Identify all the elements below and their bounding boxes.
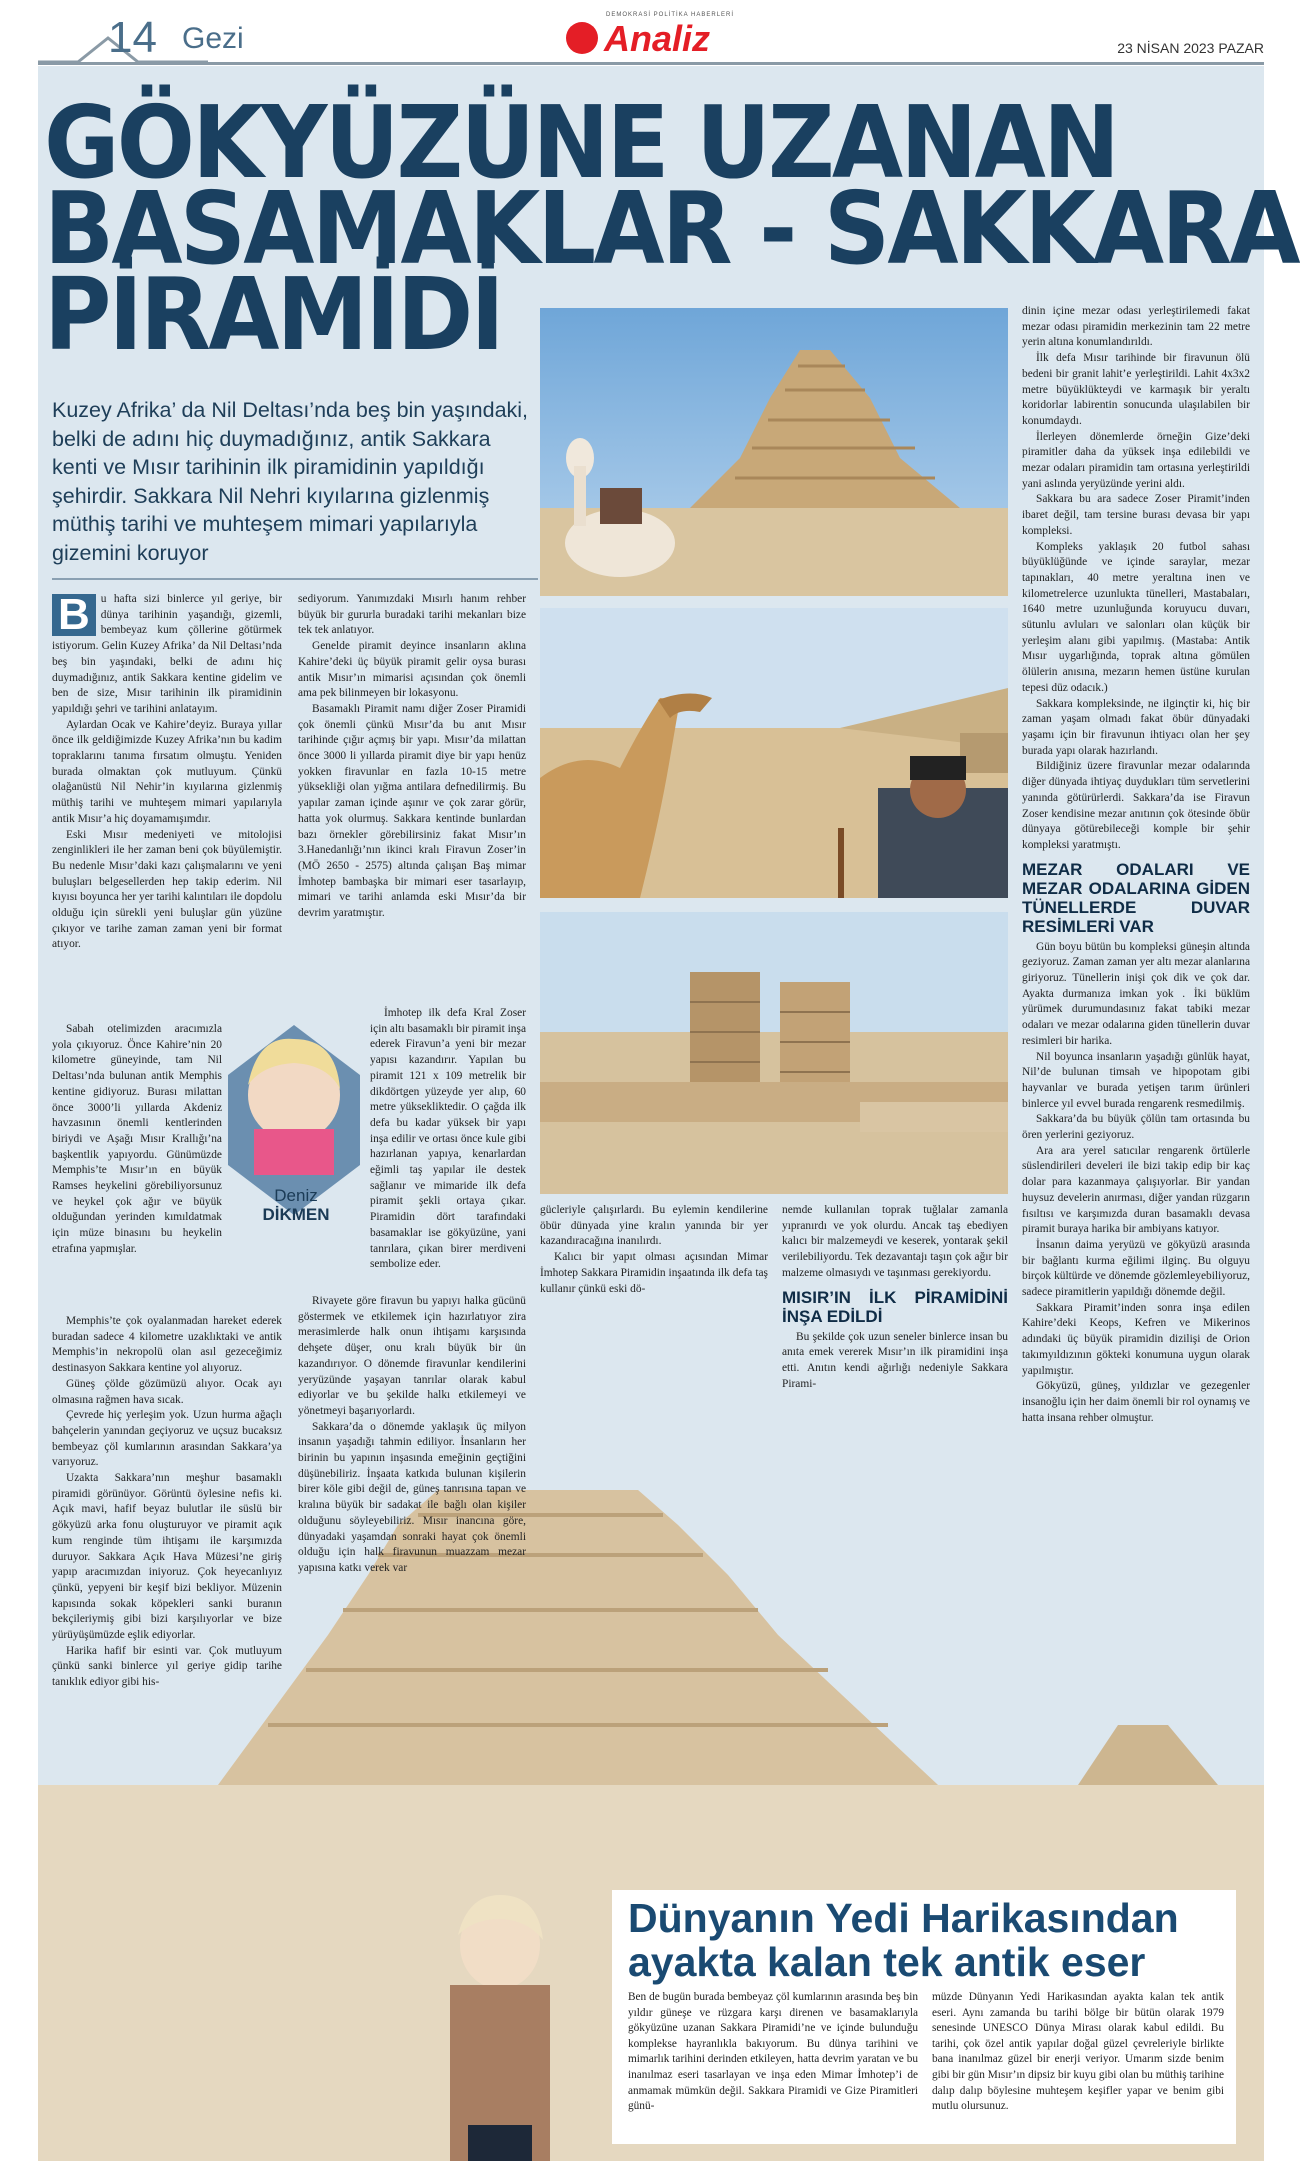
headline-line-1: GÖKYÜZÜNE UZANAN — [44, 84, 1118, 201]
col1-paragraph: Harika hafif bir esinti var. Çok mutluyum çünkü sanki binlerce yıl geriye gidip tarihe tanıklık ediyor gibi his- — [52, 1644, 282, 1689]
col5-paragraph: İlk defa Mısır tarihinde bir firavunun ölü bedeni bir granit lahit’e yerleştirildi. Lahit 4x3x2 metre büyüklükteydi ve karmaşık bir yeraltı koridorlar labirentin sonucunda ulaşılabilen bir konumdaydı. — [1022, 352, 1250, 427]
col1-paragraph: Eski Mısır medeniyeti ve mitolojisi zenginlikleri ile her zaman beni çok büyülemiştir. Bu nedenle Mısır’daki kazı çalışmalarını ve yeni buluşları belgesellerden hep takip ederim. Nil kıyısı boyunca her yer tarihi kalıntıları ile dopdolu olduğu için sürekli yeni buluşlar gün yüzüne çıkıyor ve tarihe zaman zaman yeni bir format atıyor. — [52, 828, 282, 951]
issue-date: 23 NİSAN 2023 PAZAR — [1117, 40, 1264, 56]
col2-paragraph: Basamaklı Piramit namı diğer Zoser Piramidi çok önemli çünkü Mısır’da bu anıt Mısır tarihinde çığır açmış bir yapı. Mısır’da milattan önce 3000 li yıllarda piramit diye bir yapı henüz yokken firavunlar en fazla 10-15 metre yüksekliği olan yığma antilara defnedilirmiş. Bu yapılar zaman içinde aşınır ve çok zarar görür, hatta yok olurmuş. Sakkara kentinde bunlardan bazı örnekler görebilirsiniz fakat Mısır’ın 3.Hanedanlığı’nın ikinci kralı Firavun Zoser’in (MÖ 2650 - 2575) altında çalışan Baş mimar İmhotep bambaşka bir mimari eser tasarlayıp, mimari ve tarihi anlamda eski Mısır’da bir devrim yaratmıştır. — [298, 702, 526, 920]
section-name: Gezi — [182, 22, 244, 55]
article-column-2b — [370, 1006, 526, 1273]
col1-paragraph: u hafta sizi binlerce yıl geriye, bir dünya tarihinin yaşandığı, gizemli, bembeyaz kum çöllerine götürmek istiyorum. Gelin Kuzey Afrika’ da Nil Deltası’nda beş bin yaşındaki, belki de adını hiç duymadığınız, antik Sakkara kentine gidelim ve ben de size, Mısır tarihinin ilk piramidinin yapıldığı şehri ve tarihini anlatayım. — [52, 593, 282, 715]
dropcap: B — [52, 594, 96, 636]
photo-step-pyramid-camel — [540, 308, 1008, 596]
col5-paragraph: Gün boyu bütün bu kompleksi güneşin altında geziyoruz. Zaman zaman yer altı mezar alanlarına giriyoruz. Tünellerin inişi çok dik ve çok dar. Ayakta durmanıza imkan yok . İki büklüm yürümek durumundasınız fakat tabiki mezar odaları ve mezar odalarına giden tünellerin duvar resimleri bir harika. — [1022, 940, 1251, 1047]
col5-paragraph: Bildiğiniz üzere firavunlar mezar odalarında diğer dünyada ihtiyaç duydukları tüm servetlerini yanında götürürlerdi. Sakkara’da ise Firavun Zoser kendisine mezar anıtının çok ötesinde öbür dünyaya götürebileceği komple bir şehir kompleksi yaratmıştı. — [1022, 760, 1250, 851]
subhead-first-pyramid: MISIR’IN İLK PİRAMİDİNİ İNŞA EDİLDİ — [782, 1287, 1008, 1326]
article-column-2 — [298, 592, 526, 922]
col2-paragraph: sediyorum. Yanımızdaki Mısırlı hanım rehber büyük bir gururla buradaki tarihi mekanları bize tek tek anlatıyor. — [298, 593, 526, 637]
col2-paragraph: Sakkara’da o dönemde yaklaşık üç milyon insanın yaşadığı tahmin ediliyor. İnsanların her birinin bu yapının inşasında emeğinin geçtiğini düşünebiliriz. İnşaata katkıda bulunan kişilerin birer köle gibi değil de, güneş tanrısına tapan ve kralına büyük bir sadakat ile bağlı olan kişiler olduğunu söyleyebiliriz. Mısır inancına göre, dünyadaki yaşamdan sonraki hayat çok önemli olduğu için halk firavunun muazzam mezar yapısına katkı verek var — [298, 1420, 526, 1574]
col5-paragraph: Gökyüzü, güneş, yıldızlar ve gezegenler insanoğlu için her daim önemli bir rol oynamış ve hatta insana rehber olmuştur. — [1022, 1380, 1250, 1424]
author-last-name: DİKMEN — [262, 1205, 330, 1224]
col5-paragraph: Ara ara yerel satıcılar rengarenk örtülerle süslendirileri develeri ile bizi takip edip bir kaç dolar para kazanmaya çalışıyorlar. Bir yandan huysuz develerin anırması, diğer yandan rüzgarın fısıltısı ve karşımızda duran basamaklı devasa piramit buraya harika bir ambiyans katıyor. — [1022, 1144, 1250, 1236]
logo-text: Analiz — [604, 18, 711, 59]
col5-paragraph: Kompleks yaklaşık 20 futbol sahası büyüklüğünde ve içinde saraylar, mezar tapınakları, 40 metre yeraltına inen ve kilometrelerce uzunlukta tünelleri, Mastabaları, 1640 metre uzunluğunda koruyucu duvarı, sütunlu avluları ve salonları olan küçük bir yerleşim alanı gibi yapılmış. (Mastaba: Antik Mısır uygarlığında, toprak altına gömülen ölülerin anısına, mezarın hemen üstüne kurulan tepesi düz odacık.) — [1022, 540, 1250, 694]
author-name — [226, 1186, 366, 1224]
col1-paragraph: Aylardan Ocak ve Kahire’deyiz. Buraya yıllar önce ilk geldiğimizde Kuzey Afrika’nın bu kadim topraklarını tanıma fırsatım olmuştu. Yeniden burada olmaktan çok mutluyum. Çünkü olağanüstü Nil Nehir’in kıyılarına gizlenmiş müthiş tarihi ve muhteşem mimari yapılarıyla antik Mısır’a hiç doyamamışımdır. — [52, 718, 282, 825]
logo-mark-icon — [566, 22, 598, 54]
col1-paragraph: Uzakta Sakkara’nın meşhur basamaklı piramidi görünüyor. Görüntü öylesine nefis ki. Açık mavi, hafif beyaz bulutlar ile süslü bir gökyüzü arka fonu oluşturuyor ve piramit açık kum renginde tüm ihtişamı ile karşımızda duruyor. Sakkara Açık Hava Müzesi’ne giriş yapıp aracımızdan iniyoruz. Çok heyecanlıyız çünkü, yepyeni bir keşif bizi bekliyor. Müzenin kapısında sokak köpekleri sanki buranın bekçileriymiş gibi bizi karşılıyorlar ve bize yürüyüşümüzde eşlik ediyorlar. — [52, 1472, 282, 1642]
highlight-box-column-1: Ben de bugün burada bembeyaz çöl kumlarının arasında beş bin yıldır güneşe ve rüzgara karşı direnen ve basamaklarıyla gökyüzüne uzanan Sakkara Piramidi’ne ve içinde bulunduğu komplekse hayranlıkla bakıyorum. Bu dünya tarihini ve mimarlık tarihini derinden etkileyen, hatta devrim yaratan ve bu inanılmaz eseri tasarlayan ve inşa eden Mimar İmhotep’i de anmamak mümkün değil. Sakkara Piramidi ve Gize Piramitleri günü- — [628, 1991, 918, 2113]
article-column-1b — [52, 1022, 222, 1258]
col4-paragraph: nemde kullanılan toprak tuğlalar zamanla yıpranırdı ve yok olurdu. Ancak taş ebediyen kalıcı bir malzemeydi ve keserek, yontarak şekil verilebiliyordu. Tek dezavantajı taşın çok ağır bir malzeme olmasıydı ve taşınması gerekiyordu. — [782, 1204, 1008, 1279]
col5-paragraph: dinin içine mezar odası yerleştirilemedi fakat mezar odası piramidin merkezinin tam 22 metre yerin altına konumlandırıldı. — [1022, 305, 1250, 349]
col5-paragraph: Nil boyunca insanların yaşadığı günlük hayat, Nil’de bulunan timsah ve hipopotam gibi hayvanlar ve burada yetişen tarım ürünleri binlerce yıl evvel burada rengarenk resmedilmiş. — [1022, 1050, 1250, 1110]
col4-paragraph: Bu şekilde çok uzun seneler binlerce insan bu anıta emek vererek Mısır’ın ilk piramidini inşa etti. Anıtın kendi ağırlığı nedeniyle Sakkara Pirami- — [782, 1330, 1008, 1390]
article-column-2c — [298, 1294, 526, 1577]
lead-divider — [52, 578, 538, 580]
col2-paragraph: İmhotep ilk defa Kral Zoser için altı basamaklı bir piramit inşa ederek Firavun’a yeni bir mezar yapısı kazandırır. Yapılan bu piramit 121 x 109 metrelik bir dikdörtgen yüzeyde yer alıp, 60 metre yüksekliktedir. O çağda ilk defa bu kadar yüksek bir yapı inşa edilir ve ortası önce kule gibi hazırlanan yapıya, kenarlardan eğimli taş yapılar ile destek sağlanır ve mimaride ilk defa piramit şekli ortaya çıkar. Piramidin dört tarafındaki basamaklar ise gökyüzüne, yani tanrılara, çıkan birer merdiveni sembolize eder. — [370, 1007, 526, 1271]
author-first-name: Deniz — [274, 1186, 318, 1205]
col5-paragraph: İlerleyen dönemlerde örneğin Gize’deki piramitler daha da yüksek inşa edilebildi ve mezar odaları piramidin tam ortasına yerleştirildi yani aslında yeryüzünde yerini aldı. — [1022, 430, 1250, 490]
highlight-title-line-1: Dünyanın Yedi Harikasından — [628, 1895, 1179, 1941]
col1-paragraph: Çevrede hiç yerleşim yok. Uzun hurma ağaçlı bahçelerin yanından geçiyoruz ve uçsuz bucaksız bembeyaz çöl kumlarının arasından Sakkara’ya varıyoruz. — [52, 1409, 282, 1469]
photo-saqqara-ruins — [540, 912, 1008, 1194]
page-number: 14 — [108, 13, 157, 62]
headline-line-3: PİRAMİDİ — [44, 256, 503, 373]
article-column-5 — [1022, 304, 1250, 1426]
highlight-box-column-2: müzde Dünyanın Yedi Harikasından ayakta kalan tek antik eseri. Aynı zamanda bu tarihi bölge bir bütün olarak 1979 senesinde UNESCO Dünya Mirası olarak kabul edildi. Bu tarihi, çok özel antik yapılar doğal güzel çevreleriyle birlikte bana inanılmaz güzel bir enerji veriyor. Umarım sizde benim gibi bir gün Mısır’ın dipsiz bir kuyu gibi olan bu müthiş tarihine dalıp dalıp böylesine muhteşem keşifler yapar ve benim gibi mutlu olursunuz. — [932, 1991, 1224, 2113]
col1-paragraph: Güneş çölde gözümüzü alıyor. Ocak ayı olmasına rağmen hava sıcak. — [52, 1377, 282, 1406]
header-rule — [38, 62, 1264, 65]
highlight-box-title — [628, 1896, 1228, 1984]
col1-paragraph: Sabah otelimizden aracımızla yola çıkıyoruz. Önce Kahire’nin 20 kilometre güneyinde, tam Nil Deltası’nda bulunan antik Memphis kentine gidiyoruz. Burası milattan önce 3000’li yıllarda Akdeniz havzasının önemli kentlerinden biriydi ve Aşağı Mısır Krallığı’na başkentlik yapıyordu. Günümüzde Memphis’te Mısır’ın en büyük Ramses heykelini görebiliyorsunuz ve heykel çok ağır ve büyük olduğundan yerinden kımıldatmak için müze binasını bu heykelin etrafına yapmışlar. — [52, 1023, 222, 1255]
page-header — [0, 0, 1300, 72]
article-column-1c — [52, 1314, 282, 1691]
subhead-tomb-chambers: MEZAR ODALARI VE MEZAR ODALARINA GİDEN TÜNELLERDE DUVAR RESİMLERİ VAR — [1022, 859, 1250, 936]
article-column-4 — [782, 1203, 1008, 1392]
logo-tagline: DEMOKRASİ POLİTİKA HABERLERİ — [606, 12, 735, 18]
col1-paragraph: Memphis’te çok oyalanmadan hareket ederek buradan sadece 4 kilometre uzaklıktaki ve antik Memphis’in nekropolü olan asıl gezeceğimiz destinasyon Sakkara kentine yol alıyoruz. — [52, 1315, 282, 1375]
col3-paragraph: gücleriyle çalışırlardı. Bu eylemin kendilerine öbür dünyada yine kralın yanında bir yer kazandıracağına inanılırdı. — [540, 1204, 768, 1248]
col2-paragraph: Genelde piramit deyince insanların aklına Kahire’deki üç büyük piramit gelir oysa burası antik Mısır’ın mimarisi açısından çok önemli ama pek bilinmeyen bir lokasyonu. — [298, 640, 526, 700]
highlight-title-line-2: ayakta kalan tek antik eser — [628, 1939, 1146, 1985]
lead-paragraph: Kuzey Afrika’ da Nil Deltası’nda beş bin yaşındaki, belki de adını hiç duymadığınız, antik Sakkara kenti ve Mısır tarihinin ilk piramidinin yapıldığı şehirdir. Sakkara Nil Nehri kıyılarına gizlenmiş müthiş tarihi ve muhteşem mimari yapılarıyla gizemini koruyor — [52, 398, 529, 565]
col5-paragraph: Sakkara bu ara sadece Zoser Piramit’inden ibaret değil, tam tersine burası devasa bir yapı kompleksi. — [1022, 493, 1250, 537]
col5-paragraph: İnsanın daima yeryüzü ve gökyüzü arasında bir bağlantı kurma eğilimi ilginç. Bu olguyu birçok kültürde ve dönemde gözlemleyebiliyoruz, sadece piramitlerin yapıldığı dönemde değil. — [1022, 1238, 1250, 1299]
article-column-1 — [52, 592, 282, 953]
col3-paragraph: Kalıcı bir yapıt olması açısından Mimar İmhotep Sakkara Piramidin inşaatında ilk defa taş kullanır çünkü eski dö- — [540, 1251, 768, 1295]
col5-paragraph: Sakkara Piramit’inden sonra inşa edilen Kahire’deki Keops, Kefren ve Mikerinos adındaki üç büyük piramidin dizilişi de Orion takımyıldızının gökteki konumuna uygun olarak yapılmıştır. — [1022, 1301, 1250, 1377]
col5-paragraph: Sakkara’da bu büyük çölün tam ortasında bu ören yerlerini geziyoruz. — [1022, 1113, 1250, 1142]
col2-paragraph: Rivayete göre firavun bu yapıyı halka gücünü göstermek ve etkilemek için hazırlatıyor zira merasimlerde halk onun ihtişamı karşısında dehşete düşer, onu kralı büyük bir ün kazandırıyor. O dönemde firavunlar kendilerini yeryüzünde yaşayan tanrılar olarak kabul ediyorlar ve bu şekilde halkı etkilemeyi ve yönetmeyi başarıyorlardı. — [298, 1295, 526, 1417]
photo-camel-guide — [540, 608, 1008, 898]
headline-line-2: BASAMAKLAR - SAKKARA — [44, 170, 1298, 287]
article-column-3 — [540, 1203, 768, 1297]
col5-paragraph: Sakkara kompleksinde, ne ilginçtir ki, hiç bir zaman yaşam olmadı fakat öbür dünyadaki yaşamı için bir firavunun ihtiyacı olan her şey burada yapı olarak hazırlandı. — [1022, 697, 1250, 757]
